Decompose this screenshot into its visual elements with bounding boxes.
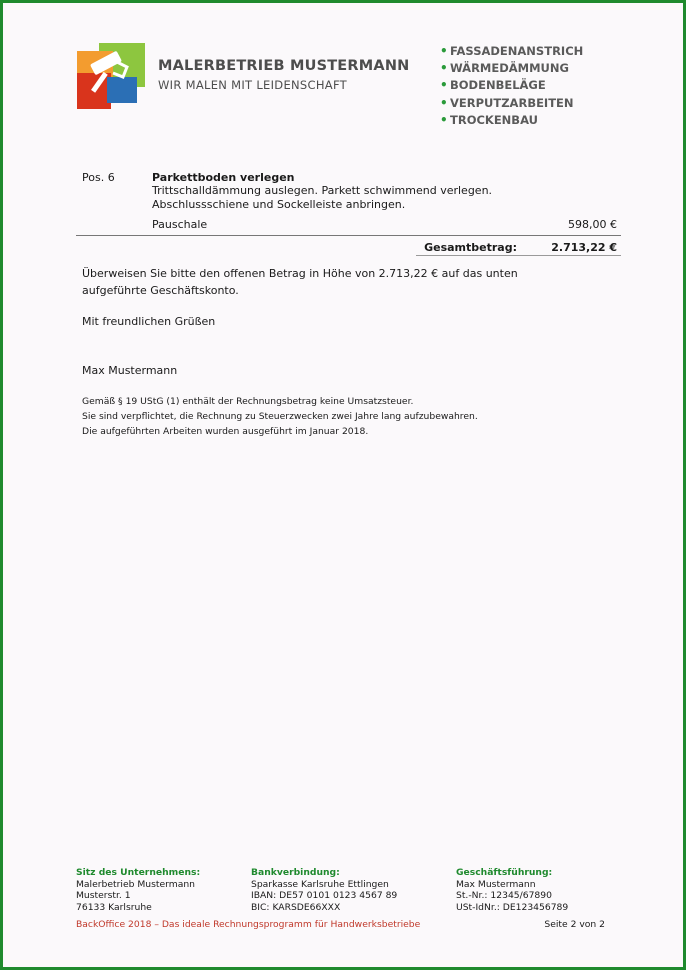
total-label: Gesamtbetrag: — [424, 241, 517, 254]
footer-app-line: BackOffice 2018 – Das ideale Rechnungsprogramm für Handwerksbetriebe — [76, 919, 421, 930]
bullet-icon: • — [440, 78, 448, 93]
note-line: Die aufgeführten Arbeiten wurden ausgeführt im Januar 2018. — [82, 426, 369, 437]
total-value: 2.713,22 € — [551, 241, 617, 254]
divider — [76, 235, 621, 236]
service-item: • VERPUTZARBEITEN — [440, 95, 583, 112]
bullet-icon: • — [440, 112, 448, 127]
service-item: • WÄRMEDÄMMUNG — [440, 60, 583, 77]
service-item: • BODENBELÄGE — [440, 77, 583, 94]
note-line: Gemäß § 19 UStG (1) enthält der Rechnungsbetrag keine Umsatzsteuer. — [82, 396, 414, 407]
signer-name: Max Mustermann — [82, 364, 178, 377]
service-item: • TROCKENBAU — [440, 112, 583, 129]
footer-bank: Bankverbindung: Sparkasse Karlsruhe Ettlingen IBAN: DE57 0101 0123 4567 89 BIC: KARSDE66XXX — [251, 867, 398, 913]
tax-notes — [82, 394, 478, 439]
bullet-icon: • — [440, 61, 448, 76]
position-title: Parkettboden verlegen — [152, 171, 295, 184]
greeting: Mit freundlichen Grüßen — [82, 315, 216, 328]
position-unit: Pauschale — [152, 218, 208, 231]
footer-heading: Bankverbindung: — [251, 867, 340, 878]
bullet-icon: • — [440, 44, 448, 58]
service-item: • FASSADENANSTRICH — [440, 43, 583, 60]
footer-seat: Sitz des Unternehmens: Malerbetrieb Mustermann Musterstr. 1 76133 Karlsruhe — [76, 867, 201, 913]
services-list — [440, 43, 583, 129]
company-slogan: WIR MALEN MIT LEIDENSCHAFT — [158, 78, 347, 92]
note-line: Sie sind verpflichtet, die Rechnung zu Steuerzwecken zwei Jahre lang aufzubewahren. — [82, 411, 478, 422]
total-underline — [416, 255, 621, 256]
footer-management: Geschäftsführung: Max Mustermann St.-Nr.: 12345/67890 USt-IdNr.: DE123456789 — [456, 867, 569, 913]
position-number: Pos. 6 — [82, 171, 115, 184]
bullet-icon: • — [440, 95, 448, 110]
footer-heading: Geschäftsführung: — [456, 867, 553, 878]
page-number: Seite 2 von 2 — [544, 919, 605, 930]
footer-heading: Sitz des Unternehmens: — [76, 867, 201, 878]
company-name: MALERBETRIEB MUSTERMANN — [158, 58, 410, 74]
paint-roller-icon — [77, 43, 145, 109]
position-description: Trittschalldämmung auslegen. Parkett schwimmend verlegen. Abschlussschiene und Sockelleiste anbringen. — [152, 184, 493, 211]
transfer-text: Überweisen Sie bitte den offenen Betrag in Höhe von 2.713,22 € auf das unten aufgeführte Geschäftskonto. — [82, 267, 518, 297]
position-price: 598,00 € — [568, 218, 617, 231]
